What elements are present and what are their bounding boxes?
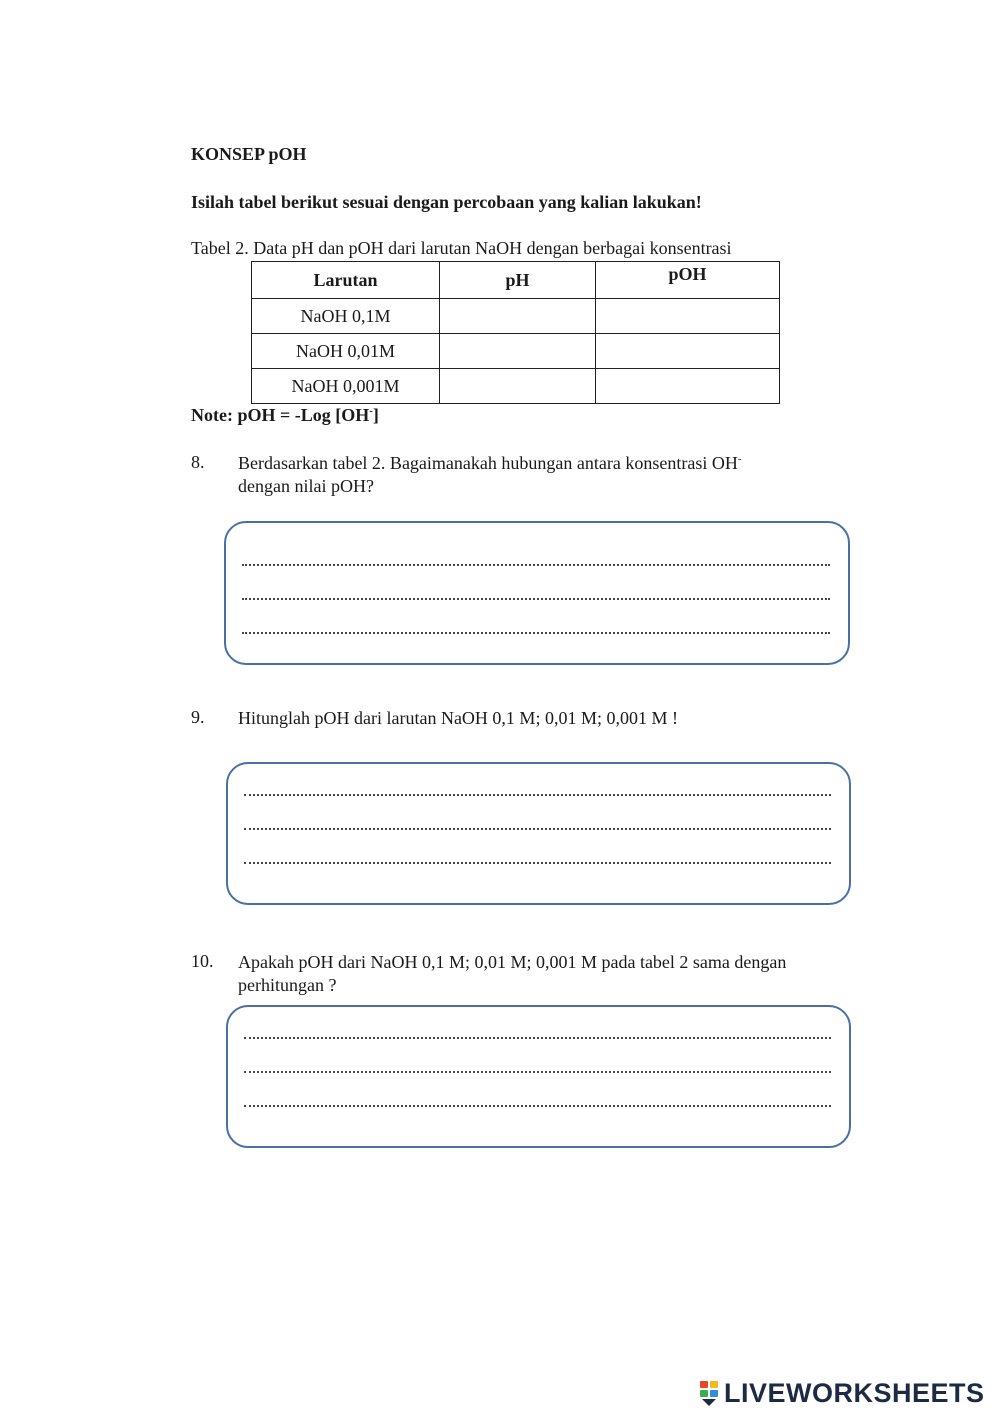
question-8-text bbox=[238, 452, 863, 498]
data-table bbox=[251, 261, 780, 404]
answer-line bbox=[242, 596, 830, 600]
cell-poh-input[interactable] bbox=[596, 334, 780, 369]
note-close: ] bbox=[372, 405, 379, 425]
answer-box-8[interactable] bbox=[224, 521, 850, 665]
answer-line bbox=[244, 1103, 831, 1107]
question-9-number: 9. bbox=[191, 707, 205, 727]
header-poh: pOH bbox=[596, 262, 780, 299]
answer-line bbox=[242, 562, 830, 566]
question-8-superscript: - bbox=[737, 453, 742, 465]
page-title: KONSEP pOH bbox=[191, 144, 307, 164]
answer-box-10[interactable] bbox=[226, 1005, 851, 1148]
question-10-number: 10. bbox=[191, 951, 214, 971]
table-row bbox=[252, 369, 780, 404]
header-larutan: Larutan bbox=[252, 262, 440, 299]
cell-larutan: NaOH 0,01M bbox=[252, 334, 440, 369]
liveworksheets-logo-icon bbox=[698, 1379, 720, 1407]
answer-line bbox=[244, 792, 831, 796]
question-9-text: Hitunglah pOH dari larutan NaOH 0,1 M; 0,01 M; 0,001 M ! bbox=[238, 708, 678, 728]
table-caption: Tabel 2. Data pH dan pOH dari larutan NaOH dengan berbagai konsentrasi bbox=[191, 238, 732, 258]
answer-box-9[interactable] bbox=[226, 762, 851, 905]
logo-text: LIVEWORKSHEETS bbox=[724, 1377, 985, 1408]
answer-line bbox=[244, 860, 831, 864]
table-row bbox=[252, 334, 780, 369]
cell-larutan: NaOH 0,001M bbox=[252, 369, 440, 404]
question-8-number: 8. bbox=[191, 452, 205, 472]
formula-note bbox=[191, 405, 379, 426]
table-row bbox=[252, 299, 780, 334]
answer-line bbox=[242, 630, 830, 634]
cell-poh-input[interactable] bbox=[596, 369, 780, 404]
cell-ph-input[interactable] bbox=[440, 369, 596, 404]
instruction-text: Isilah tabel berikut sesuai dengan percobaan yang kalian lakukan! bbox=[191, 192, 702, 212]
note-superscript: - bbox=[369, 405, 373, 417]
table-header-row bbox=[252, 262, 780, 299]
question-10-text: Apakah pOH dari NaOH 0,1 M; 0,01 M; 0,001 M pada tabel 2 sama dengan perhitungan ? bbox=[238, 952, 787, 995]
answer-line bbox=[244, 826, 831, 830]
header-ph: pH bbox=[440, 262, 596, 299]
answer-line bbox=[244, 1069, 831, 1073]
cell-poh-input[interactable] bbox=[596, 299, 780, 334]
answer-line bbox=[244, 1035, 831, 1039]
question-8-text-main: Berdasarkan tabel 2. Bagaimanakah hubungan antara konsentrasi OH bbox=[238, 453, 738, 473]
cell-ph-input[interactable] bbox=[440, 299, 596, 334]
question-8-text-cont: dengan nilai pOH? bbox=[238, 476, 374, 496]
cell-ph-input[interactable] bbox=[440, 334, 596, 369]
cell-larutan: NaOH 0,1M bbox=[252, 299, 440, 334]
liveworksheets-logo bbox=[698, 1378, 985, 1408]
note-text: Note: pOH = -Log [OH bbox=[191, 405, 370, 425]
